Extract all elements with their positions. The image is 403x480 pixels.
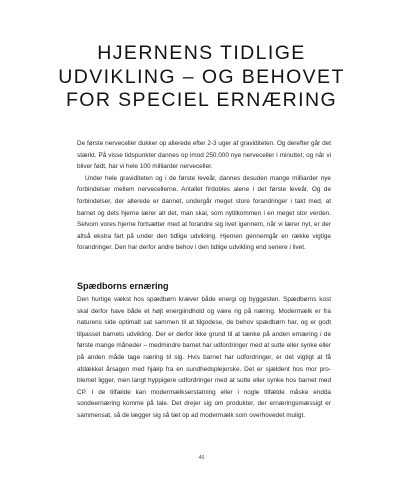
intro-text-block — [77, 138, 331, 254]
section-text-block — [77, 294, 331, 422]
paragraph-2: Under hele graviditeten og i de første leveår, dannes desuden mange milliarder nye forbindelser mellem nervecellerne. Antallet firdobles alene i det første leveår. Og de forbindelser, der allerede er dannet, undergår meget store forandringer i takt med, at barnet og dets hjerne lærer alt det, man skal, som nytilkommen i en meget stor verden. Selvom vores hjerne fortsætter med at forandre sig livet igennem, når vi lærer nyt, er der altså ekstra fart på under den tidlige udvikling. Hjernen gennemgår en række vigtige forandringer. Den har derfor andre behov i den tidlige udvikling end senere i livet. — [77, 174, 331, 252]
section-heading: Spædborns ernæring — [77, 281, 169, 291]
chapter-title-line-2: UDVIKLING – OG BEHOVET — [58, 65, 345, 88]
paragraph-1: De første nerveceller dukker op allerede efter 2-3 uger af graviditeten. Og derefter går det stærkt. På visse tidspunkter dannes op imod 250.000 nye nerveceller i minuttet; og når vi bliver født, har vi hele 100 milliarder nerveceller. — [77, 140, 331, 171]
chapter-title-line-1: HJERNENS TIDLIGE — [97, 42, 306, 64]
chapter-title — [20, 42, 383, 113]
paragraph-3: Den hurtige vækst hos spædbørn kræver både energi og byggesten. Spædbørns kost skal derfor have både et højt energiindhold og være rig på næring. Modermælk er fra naturens side optimalt sat sammen til at tilgodese, de behov spædbørn har, og er godt tilpasset barnets udvikling. Der er derfor ikke grund til at tænke på anden ernæring i de første mange måneder – medmindre barnet har udfordringer med at sutte eller synke eller på anden måde tage næring til sig. Hvis barnet har udfordringer, er det vigtigt at få afdækket årsagen med hjælp fra en sundhedsplejerske. Det er sjældent hos mor problemet ligger, men langt hyppigere udfordringer med at sutte eller synke hos barnet med CP. I de tilfælde kan modermælkserstatning eller i nogle tilfælde måske endda sondeernæring komme på tale. Det drejer sig om produkter, der ernæringsmæssigt er sammensat, så de lægger sig så tæt op ad modermælk som overhovedet muligt. — [77, 296, 331, 419]
page-number: 46 — [198, 455, 205, 461]
chapter-title-line-3: FOR SPECIEL ERNÆRING — [65, 89, 338, 111]
